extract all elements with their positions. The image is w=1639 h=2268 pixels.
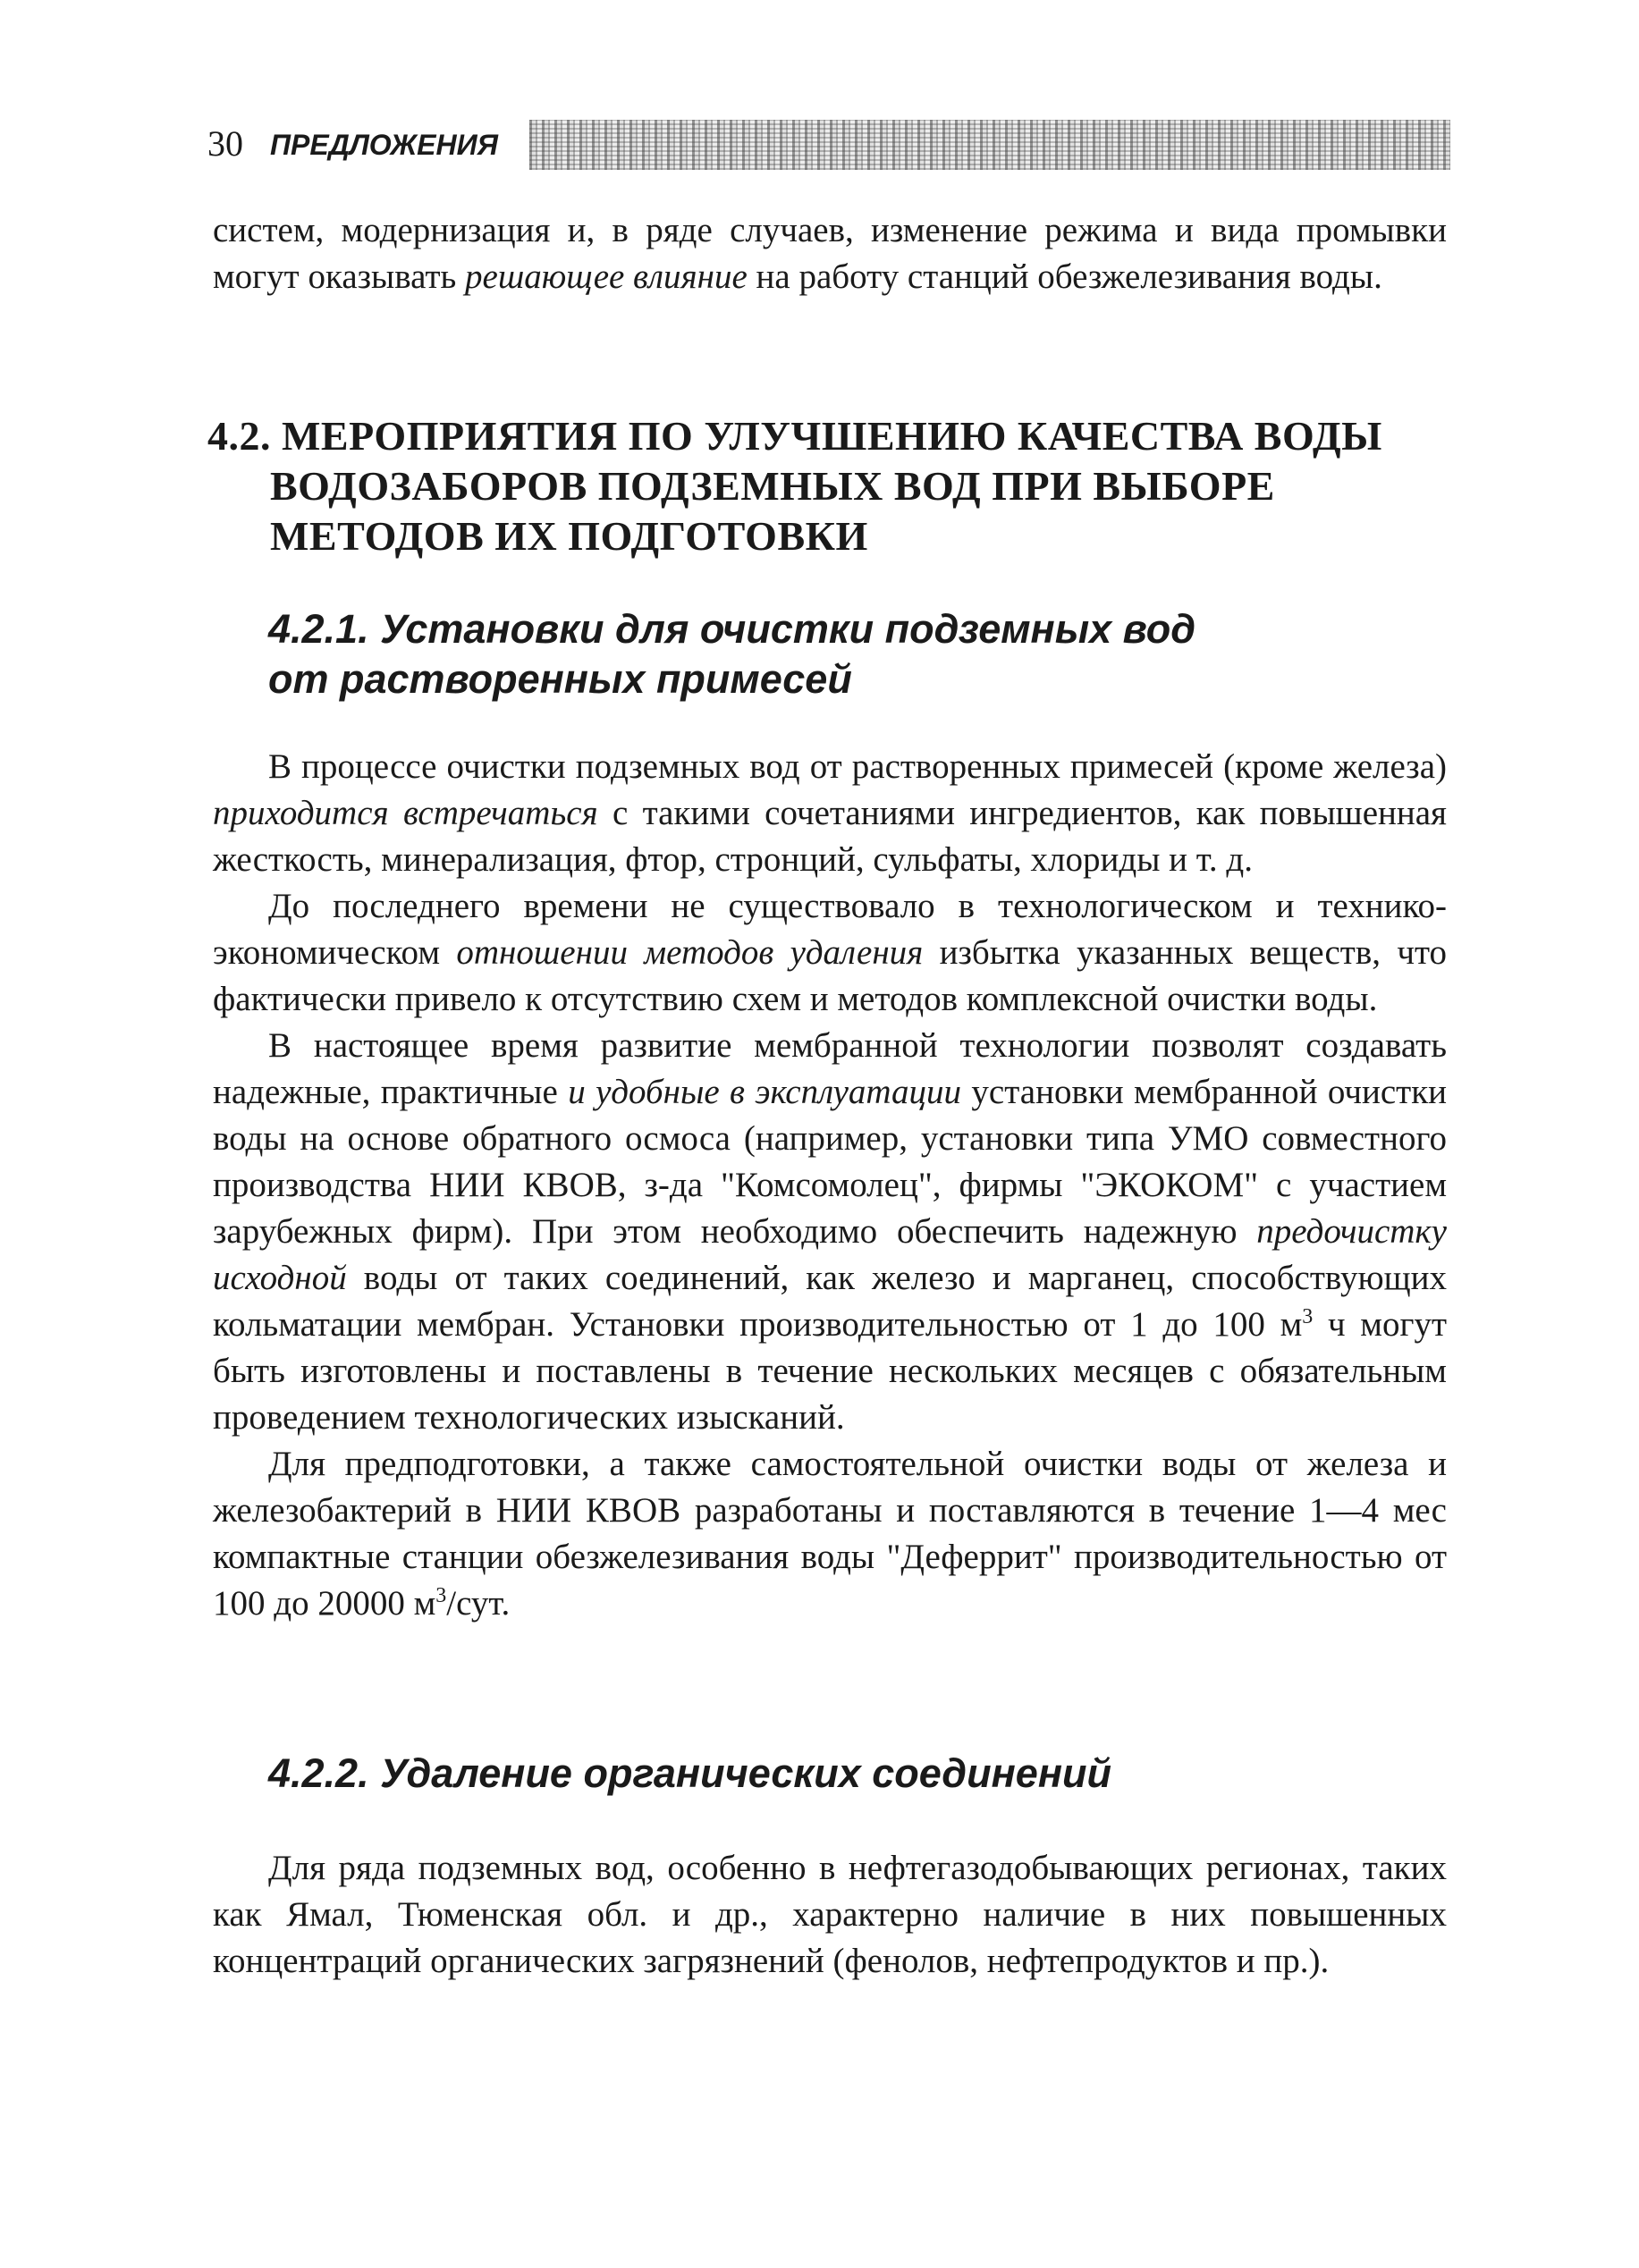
running-section-title: ПРЕДЛОЖЕНИЯ	[270, 129, 498, 161]
subsection-2-title: 4.2.2. Удаление органических соединений	[268, 1750, 1111, 1796]
subsection-1-body	[213, 744, 1447, 1627]
page-number: 30	[207, 123, 243, 164]
paragraph: Для предподготовки, а также самостоятельной очистки воды от железа и железобактерий в НИИ КВОВ разработаны и поставляются в течение 1—4 мес компактные станции обезжелезивания воды "Деферрит" производительностью от 100 до 20000 $м^3$/сут.	[213, 1445, 1447, 1623]
subsection-1-title: 4.2.1. Установки для очистки подземных вод от растворенных примесей	[268, 606, 1196, 702]
paragraph: Для ряда подземных вод, особенно в нефтегазодобывающих регионах, таких как Ямал, Тюменская обл. и др., характерно наличие в них повышенных концентраций органических загрязнений (фенолов, нефтепродуктов и пр.).	[213, 1849, 1447, 1980]
running-header	[207, 114, 1450, 173]
paragraph: В процессе очистки подземных вод от растворенных примесей (кроме железа) приходится встречаться с такими сочетаниями ингредиентов, как повышенная жесткость, минерализация, фтор, стронций, сульфаты, хлориды и т. д.	[213, 747, 1447, 879]
paragraph: До последнего времени не существовало в технологическом и технико-экономическом отношении методов удаления избытка указанных веществ, что фактически привело к отсутствию схем и методов комплексной очистки воды.	[213, 887, 1447, 1018]
intro-paragraph: систем, модернизация и, в ряде случаев, изменение режима и вида промывки могут оказывать решающее влияние на работу станций обезжелезивания воды.	[213, 211, 1447, 296]
header-decorative-band	[529, 120, 1450, 170]
paragraph: В настоящее время развитие мембранной технологии позволят создавать надежные, практичные и удобные в эксплуатации установки мембранной очистки воды на основе обратного осмоса (например, установки типа УМО совместного производства НИИ КВОВ, з-да "Комсомолец", фирмы "ЭКОКОМ" с участием зарубежных фирм). При этом необходимо обеспечить надежную предочистку исходной воды от таких соединений, как железо и марганец, способствующих кольматации мембран. Установки производительностью от 1 до 100 $м^3$ ч могут быть изготовлены и поставлены в течение нескольких месяцев с обязательным проведением технологических изысканий.	[213, 1026, 1448, 1437]
chapter-heading: 4.2. МЕРОПРИЯТИЯ ПО УЛУЧШЕНИЮ КАЧЕСТВА ВОДЫ ВОДОЗАБОРОВ ПОДЗЕМНЫХ ВОД ПРИ ВЫБОРЕ МЕТОДОВ ИХ ПОДГОТОВКИ	[207, 413, 1382, 559]
subsection-2-body	[213, 1845, 1447, 1985]
